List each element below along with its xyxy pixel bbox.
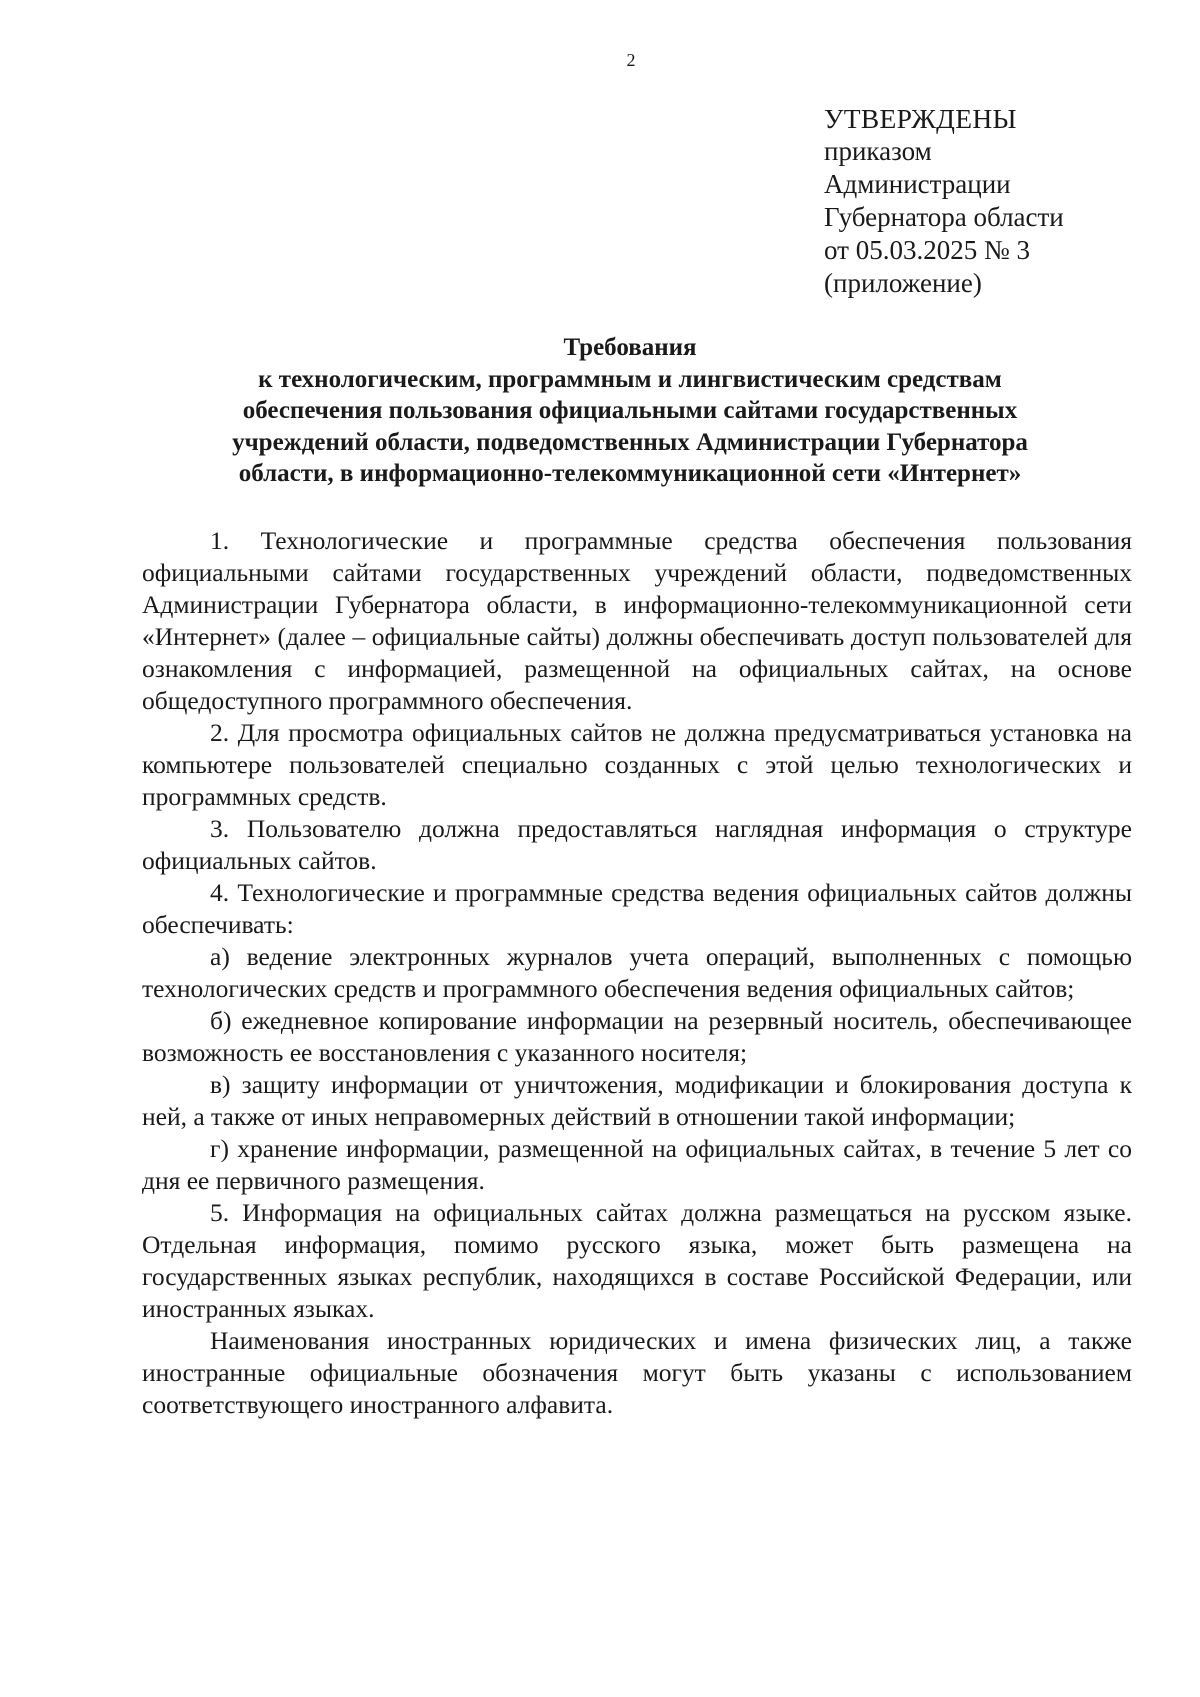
- title-line: области, в информационно-телекоммуникационной сети «Интернет»: [238, 460, 1022, 487]
- paragraph-2: 2. Для просмотра официальных сайтов не должна предусматриваться установка на компьютере пользователей специально созданных с этой целью технологических и программных средств.: [142, 718, 1132, 811]
- paragraph-4b: б) ежедневное копирование информации на резервный носитель, обеспечивающее возможность ее восстановления с указанного носителя;: [142, 1006, 1132, 1067]
- approval-line: (приложение): [824, 268, 982, 298]
- approval-line: Губернатора области: [824, 202, 1064, 232]
- approval-heading: УТВЕРЖДЕНЫ: [824, 103, 1017, 134]
- paragraph-4: 4. Технологические и программные средства ведения официальных сайтов должны обеспечивать:: [142, 878, 1132, 939]
- paragraph-3: 3. Пользователю должна предоставляться наглядная информация о структуре официальных сайтов.: [142, 814, 1132, 875]
- paragraph-6: Наименования иностранных юридических и имена физических лиц, а также иностранные официальные обозначения могут быть указаны с использованием соответствующего иностранного алфавита.: [142, 1326, 1132, 1419]
- title-line: учреждений области, подведомственных Администрации Губернатора: [232, 428, 1028, 456]
- document-body: [142, 525, 1132, 1421]
- title-line: к технологическим, программным и лингвистическим средствам: [258, 365, 1002, 393]
- page-number: 2: [626, 50, 636, 70]
- paragraph-4d: г) хранение информации, размещенной на официальных сайтах, в течение 5 лет со дня ее первичного размещения.: [142, 1134, 1132, 1195]
- title-line: обеспечения пользования официальными сайтами государственных: [242, 397, 1018, 424]
- paragraph-1: 1. Технологические и программные средства обеспечения пользования официальными сайтами государственных учреждений области, подведомственных Администрации Губернатора области, в информационно-телекоммуникационной сети «Интернет» (далее – официальные сайты) должны обеспечивать доступ пользователей для ознакомления с информацией, размещенной на официальных сайтах, на основе общедоступного программного обеспечения.: [142, 526, 1132, 715]
- approval-line: от 05.03.2025 № 3: [824, 235, 1030, 265]
- approval-line: Администрации: [824, 169, 1011, 199]
- paragraph-4a: а) ведение электронных журналов учета операций, выполненных с помощью технологических средств и программного обеспечения ведения официальных сайтов;: [142, 942, 1132, 1003]
- approval-line: приказом: [824, 136, 932, 166]
- title-heading: Требования: [563, 334, 697, 361]
- paragraph-5: 5. Информация на официальных сайтах должна размещаться на русском языке. Отдельная информация, помимо русского языка, может быть размещена на государственных языках республик, находящихся в составе Российской Федерации, или иностранных языках.: [142, 1198, 1132, 1323]
- paragraph-4c: в) защиту информации от уничтожения, модификации и блокирования доступа к ней, а также от иных неправомерных действий в отношении такой информации;: [142, 1070, 1132, 1131]
- approval-stamp: [824, 102, 1064, 300]
- document-title: [130, 332, 1130, 490]
